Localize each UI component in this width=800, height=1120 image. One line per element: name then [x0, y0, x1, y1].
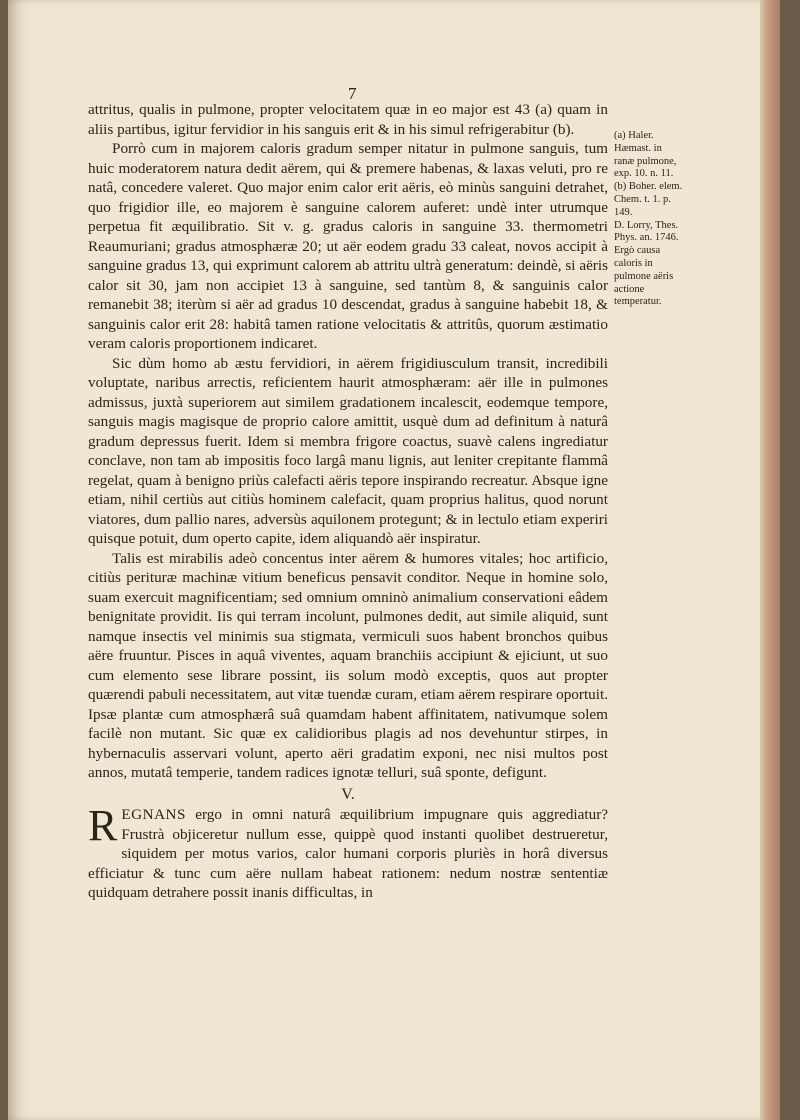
book-page — [8, 0, 780, 1120]
paragraph-2: Porrò cum in majorem caloris gradum semper nitatur in pulmone sanguis, tum huic moderatorem natura dedit aërem, qui & premere habenas, & laxas veluti, pro re natâ, concedere valeret. Quo major enim calor erit aëris, eò minùs sanguini detrahet, quo frigidior ille, eo majorem è sanguine calorem auferet: undè inter utrumque perpetua fit æquilibratio. Sit v. g. gradus caloris in sanguine 33. thermometri Reaumuriani; gradus atmosphæræ 20; ut aër eodem gradu 33 caleat, novos accipit à sanguine gradus 13, qui exprimunt calorem ab attritu ultrà generatum: deindè, si aëris calor sit 30, jam non accipiet 13 à sanguine, sed tantùm 8, & sanguinis calor remanebit 38; iterùm si aër ad gradus 10 descendat, gradus à sanguine habebit 18, & sanguinis calor erit 28: habitâ tamen ratione velocitatis & attritûs, quorum æstimatio veram caloris proportionem indicaret. — [88, 140, 608, 352]
paragraph-3: Sic dùm homo ab æstu fervidiori, in aërem frigidiusculum transit, incredibili voluptate, naribus arrectis, reficientem haurit atmosphæram: aër ille in pulmones admissus, juxtà superiorem aut similem gradationem incalescit, eodemque tempore, sanguis magis magisque de proprio calore amittit, usquè dum ad definitum à naturâ gradum depressus fuerit. Idem si membra frigore coactus, suavè calens ingrediatur conclave, non tam ab impositis foco largâ manu lignis, aut leniter crepitante flammâ regelat, quam à benigno priùs calefacti aëris tepore inspirando recreatur. Absque igne etiam, nihil certiùs aut citiùs hominem calefacit, quam proprius halitus, quod norunt viatores, dum pallio nares, adversùs aquilonem protegunt; & in lectulo etiam experiri quisque potuit, dum operto capite, idem aliquandò aër inspiratur. — [88, 354, 608, 547]
lead-word: EGNANS — [121, 806, 186, 823]
paragraph-5-text: ergo in omni naturâ æquilibrium impugnare quis aggrediatur? Frustrà objiceretur nullum esse, quippè quod instanti quolibet destrueretur, siquidem per motus varios, calor humani corporis pluriès in horâ diversus efficiatur & tunc cum aëre nullam habeat rationem: nedum nostræ sententiæ quidquam detrahere possit inanis difficultas, in — [88, 806, 608, 901]
page-number: 7 — [348, 84, 357, 103]
paragraph-4: Talis est mirabilis adeò concentus inter aërem & humores vitales; hoc artificio, citiùs perituræ machinæ vitium beneficus pensavit conditor. Neque in homine solo, suam exercuit magnificentiam; sed omnium omninò animalium conservationi eâdem benignitate providit. Iis qui terram incolunt, pulmones dedit, aut simile aliquid, sunt namque insectis vel minimis sua stigmata, vermiculi suos habent bronchos quibus aëre fruuntur. Pisces in aquâ viventes, aquam branchiis accipiunt & ejiciunt, ut suo cum elemento sese librare possint, iis solum modò exceptis, quos aut propter quærendi pabuli necessitatem, aut vitæ tuendæ curam, etiam aërem respirare oportuit. Ipsæ plantæ cum atmosphærâ suâ quamdam habent affinitatem, nativumque solem facilè non mutant. Sic quæ ex calidioribus plagis ad nos devehuntur stirpes, in hybernaculis asservari volunt, aperto aëri gradatim exponi, nec nisi multos post annos, mutatâ temperie, tandem radices ignotæ telluri, suâ sponte, defigunt. — [88, 549, 609, 781]
main-text — [88, 100, 608, 903]
drop-cap: R — [88, 801, 118, 850]
side-note-c: D. Lorry, Thes. Phys. an. 1746. Ergò causa caloris in pulmone aëris actione temperatur. — [614, 219, 679, 308]
side-notes — [614, 130, 684, 309]
paragraph-1: attritus, qualis in pulmone, propter velocitatem quæ in eo major est 43 (a) quam in aliis partibus, igitur fervidior in his sanguis erit & in his simul refrigerabitur (b). — [88, 101, 608, 138]
section-heading: V. — [341, 785, 355, 803]
paragraph-5 — [88, 801, 608, 903]
side-note-b: (b) Boher. elem. Chem. t. 1. p. 149. — [614, 181, 683, 218]
side-note-a: (a) Haler. Hæmast. in ranæ pulmone, exp. 10. n. 11. — [614, 130, 677, 180]
page-edge — [760, 0, 780, 1120]
